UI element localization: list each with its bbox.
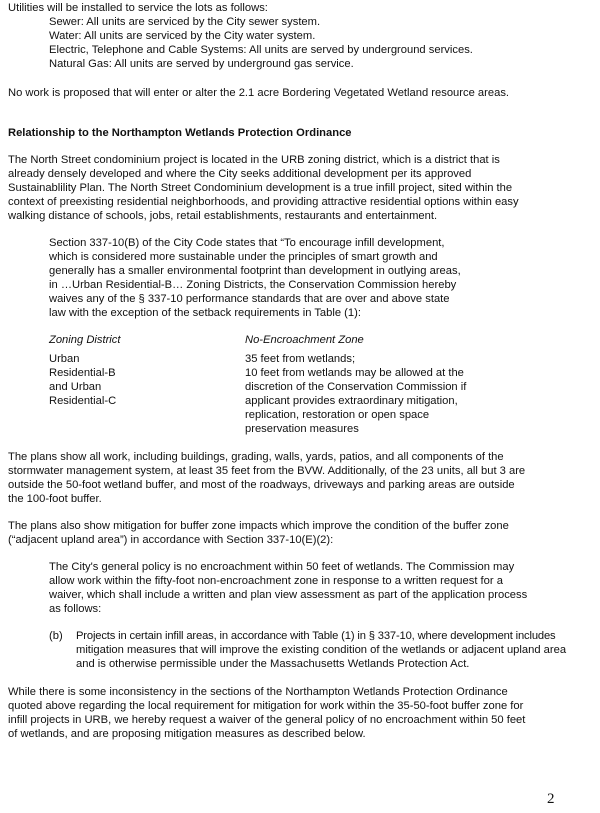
paragraph-4-line: of wetlands, and are proposing mitigation measures as described below. bbox=[8, 728, 366, 740]
table-cell-zoning-district: and Urban bbox=[49, 381, 102, 393]
paragraph-1-line: walking distance of schools, jobs, retail establishments, restaurants and entertainment. bbox=[8, 210, 438, 222]
paragraph-4-line: infill projects in URB, we hereby request a waiver of the general policy of no encroachment within 50 feet bbox=[8, 714, 526, 726]
list-item-b-line: Projects in certain infill areas, in accordance with Table (1) in § 337-10, where development includes bbox=[76, 630, 556, 642]
quote-2-line: as follows: bbox=[49, 603, 102, 615]
section-heading: Relationship to the Northampton Wetlands Protection Ordinance bbox=[8, 127, 352, 139]
table-cell-encroachment-zone: replication, restoration or open space bbox=[245, 409, 430, 421]
paragraph-2-line: The plans show all work, including buildings, grading, walls, yards, patios, and all components of the bbox=[8, 451, 504, 463]
table-cell-zoning-district: Urban bbox=[49, 353, 80, 365]
quote-1-line: waives any of the § 337-10 performance standards that are over and above state bbox=[49, 293, 450, 305]
utility-item-water: Water: All units are serviced by the City water system. bbox=[49, 30, 316, 42]
quote-1-line: Section 337-10(B) of the City Code states that “To encourage infill development, bbox=[49, 237, 445, 249]
quote-2-line: waiver, which shall include a written and plan view assessment as part of the application process bbox=[49, 589, 528, 601]
paragraph-1-line: context of preexisting residential neighborhoods, and providing attractive residential options within easy bbox=[8, 196, 519, 208]
table-cell-encroachment-zone: applicant provides extraordinary mitigation, bbox=[245, 395, 458, 407]
table-cell-encroachment-zone: 10 feet from wetlands may be allowed at the bbox=[245, 367, 464, 379]
paragraph-3-line: The plans also show mitigation for buffer zone impacts which improve the condition of the buffer zone bbox=[8, 520, 509, 532]
paragraph-1-line: already densely developed and where the City seeks additional development per its approved bbox=[8, 168, 472, 180]
list-item-b-line: and is otherwise permissible under the Massachusetts Wetlands Protection Act. bbox=[76, 658, 470, 670]
paragraph-3-line: (“adjacent upland area”) in accordance with Section 337-10(E)(2): bbox=[8, 534, 334, 546]
quote-1-line: law with the exception of the setback requirements in Table (1): bbox=[49, 307, 361, 319]
utilities-intro: Utilities will be installed to service the lots as follows: bbox=[8, 2, 268, 14]
table-cell-zoning-district: Residential-B bbox=[49, 367, 116, 379]
paragraph-2-line: the 100-foot buffer. bbox=[8, 493, 102, 505]
paragraph-2-line: stormwater management system, at least 35 feet from the BVW. Additionally, of the 23 units, all but 3 are bbox=[8, 465, 526, 477]
no-work-paragraph: No work is proposed that will enter or alter the 2.1 acre Bordering Vegetated Wetland resource areas. bbox=[8, 87, 510, 99]
quote-2-line: The City's general policy is no encroachment within 50 feet of wetlands. The Commission may bbox=[49, 561, 515, 573]
table-cell-zoning-district: Residential-C bbox=[49, 395, 117, 407]
paragraph-1-line: Sustainablility Plan. The North Street Condominium development is a true infill project, sited within the bbox=[8, 182, 513, 194]
paragraph-2-line: outside the 50-foot wetland buffer, and most of the roadways, driveways and parking areas are outside bbox=[8, 479, 515, 491]
quote-1-line: generally has a smaller environmental footprint than development in outlying areas, bbox=[49, 265, 461, 277]
list-item-b-line: mitigation measures that will improve the existing condition of the wetlands or adjacent upland area bbox=[76, 644, 567, 656]
utility-item-gas: Natural Gas: All units are served by underground gas service. bbox=[49, 58, 354, 70]
page-number: 2 bbox=[547, 791, 555, 807]
table-cell-encroachment-zone: discretion of the Conservation Commission if bbox=[245, 381, 467, 393]
paragraph-4-line: While there is some inconsistency in the sections of the Northampton Wetlands Protection Ordinance bbox=[8, 686, 508, 698]
quote-1-line: which is considered more sustainable under the principles of smart growth and bbox=[49, 251, 438, 263]
list-marker-b: (b) bbox=[49, 630, 63, 642]
quote-2-line: allow work within the fifty-foot non-encroachment zone in response to a written request for a bbox=[49, 575, 503, 587]
utility-item-electric: Electric, Telephone and Cable Systems: All units are served by underground services. bbox=[49, 44, 473, 56]
paragraph-4-line: quoted above regarding the local requirement for mitigation for work within the 35-50-foot buffer zone for bbox=[8, 700, 524, 712]
table-cell-encroachment-zone: preservation measures bbox=[245, 423, 359, 435]
utility-item-sewer: Sewer: All units are serviced by the City sewer system. bbox=[49, 16, 321, 28]
quote-1-line: in …Urban Residential-B… Zoning Districts, the Conservation Commission hereby bbox=[49, 279, 457, 291]
table-header-no-encroachment-zone: No-Encroachment Zone bbox=[245, 334, 364, 346]
table-cell-encroachment-zone: 35 feet from wetlands; bbox=[245, 353, 356, 365]
table-header-zoning-district: Zoning District bbox=[49, 334, 121, 346]
paragraph-1-line: The North Street condominium project is located in the URB zoning district, which is a district that is bbox=[8, 154, 500, 166]
